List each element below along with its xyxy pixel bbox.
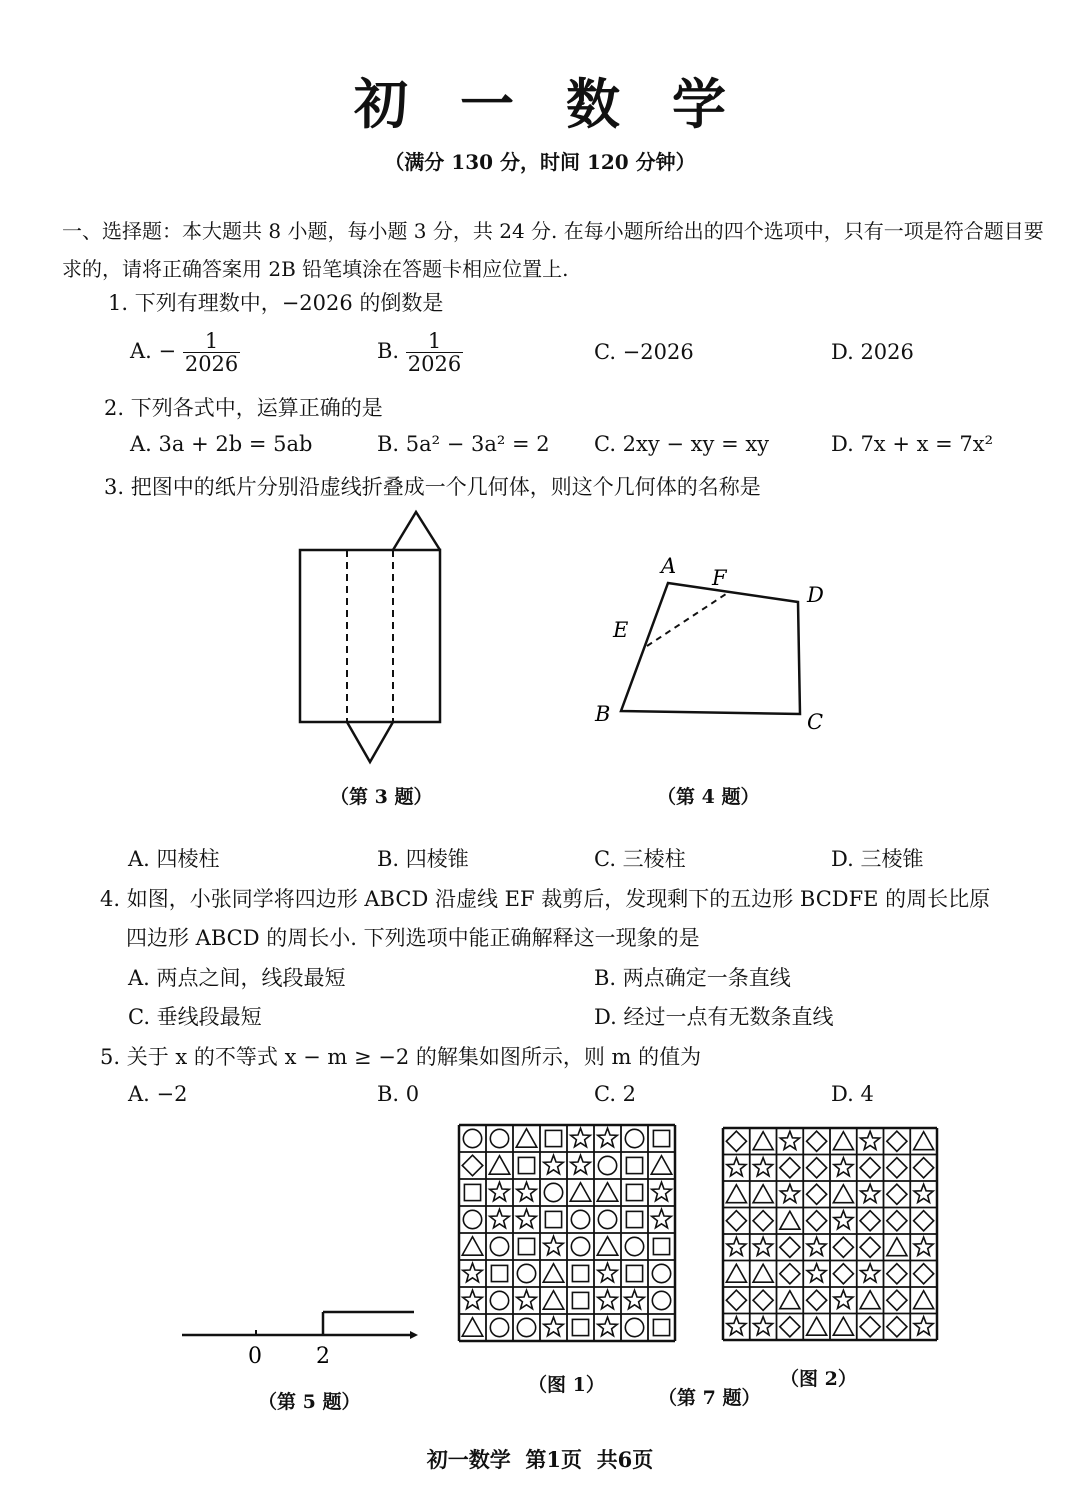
grid-symbol: [807, 1158, 827, 1178]
question-2-option-c: C. 2xy − xy = xy: [594, 432, 770, 456]
figure-5-caption: （第 5 题）: [258, 1391, 361, 1413]
grid-symbol: [726, 1131, 746, 1151]
grid-symbol: [462, 1237, 483, 1255]
grid-symbol: [914, 1237, 933, 1255]
grid-symbol: [834, 1290, 853, 1308]
grid-symbol: [833, 1264, 853, 1284]
grid-symbol: [544, 1155, 564, 1174]
label-d: D: [807, 583, 824, 607]
option-b-label: B.: [377, 339, 400, 363]
grid-symbol: [572, 1292, 588, 1308]
figure-7-1-caption: （图 1）: [528, 1374, 605, 1396]
cut-line-ef: [647, 592, 729, 646]
grid-symbol: [463, 1290, 483, 1309]
grid-symbol: [463, 1263, 483, 1282]
label-b: B: [595, 702, 611, 726]
grid-symbol: [861, 1131, 880, 1149]
grid-symbol: [625, 1237, 643, 1255]
grid-symbol: [489, 1156, 510, 1174]
grid-symbol: [490, 1129, 508, 1147]
grid-symbol: [860, 1158, 880, 1178]
grid-symbol: [571, 1155, 591, 1174]
grid-symbol: [653, 1130, 669, 1146]
grid-symbol: [571, 1237, 589, 1255]
grid-symbol: [834, 1211, 853, 1229]
question-1-option-a: [130, 330, 240, 375]
grid-symbol: [834, 1158, 853, 1176]
tick-label-2: 2: [316, 1344, 330, 1369]
bottom-triangle: [347, 722, 393, 762]
grid-symbol: [570, 1183, 591, 1201]
label-e: E: [613, 618, 629, 642]
option-a-denominator: 2026: [184, 352, 239, 376]
question-1-option-d: D. 2026: [831, 340, 914, 364]
question-4-option-d: D. 经过一点有无数条直线: [594, 1005, 834, 1029]
grid-symbol: [518, 1238, 534, 1254]
question-1-option-c: C. −2026: [594, 340, 694, 364]
question-3-stem: 3. 把图中的纸片分别沿虚线折叠成一个几何体，则这个几何体的名称是: [104, 475, 761, 499]
figure-3-caption: （第 3 题）: [330, 786, 433, 808]
grid-symbol: [545, 1130, 561, 1146]
grid-symbol: [754, 1317, 773, 1335]
grid-symbol: [833, 1132, 853, 1150]
net-rectangle: [300, 550, 440, 722]
grid-symbol: [780, 1237, 800, 1257]
grid-symbol: [887, 1131, 907, 1151]
grid-symbol: [807, 1184, 827, 1204]
grid-symbol: [625, 1318, 643, 1336]
question-5-option-c: C. 2: [594, 1082, 637, 1106]
number-line-arrow: [410, 1331, 418, 1339]
grid-symbol: [860, 1291, 880, 1309]
grid-symbol: [753, 1290, 773, 1310]
label-f: F: [712, 566, 727, 590]
grid-symbol: [626, 1211, 642, 1227]
grid-symbol: [571, 1210, 589, 1228]
grid-symbol: [914, 1291, 934, 1309]
grid-symbol: [887, 1211, 907, 1231]
grid-symbol: [652, 1264, 670, 1282]
label-c: C: [807, 710, 824, 734]
grid-symbol: [780, 1184, 799, 1202]
grid-symbol: [652, 1291, 670, 1309]
grid-symbol: [753, 1264, 773, 1282]
question-1-stem: 1. 下列有理数中，−2026 的倒数是: [108, 291, 444, 315]
grid-symbol: [833, 1237, 853, 1257]
option-a-label: A.: [130, 339, 152, 363]
grid-symbol: [597, 1183, 618, 1201]
grid-symbol: [572, 1265, 588, 1281]
grid-symbol: [543, 1291, 564, 1309]
grid-symbol: [726, 1290, 746, 1310]
figure-7-2-caption: （图 2）: [780, 1368, 857, 1390]
page-title: 初一数学: [354, 72, 778, 136]
grid-symbol: [780, 1264, 800, 1284]
option-a-sign: −: [158, 339, 177, 363]
grid-symbol: [780, 1158, 800, 1178]
grid-symbol: [727, 1317, 746, 1335]
grid-symbol: [572, 1319, 588, 1335]
grid-symbol: [887, 1264, 907, 1284]
grid-symbol: [462, 1318, 483, 1336]
top-triangle: [393, 512, 440, 550]
grid-symbol: [887, 1238, 907, 1256]
symbol-grid-1: [456, 1122, 678, 1344]
grid-symbol: [625, 1129, 643, 1147]
grid-symbol: [780, 1211, 800, 1229]
grid-symbol: [463, 1129, 481, 1147]
page-subtitle: （满分 130 分，时间 120 分钟）: [384, 150, 696, 174]
grid-symbol: [626, 1265, 642, 1281]
grid-symbol: [887, 1317, 907, 1337]
grid-symbol: [807, 1131, 827, 1151]
page-footer: 初一数学 第1页 共6页: [426, 1447, 654, 1472]
question-5-stem: 5. 关于 x 的不等式 x − m ≥ −2 的解集如图所示，则 m 的值为: [100, 1045, 702, 1069]
question-5-option-a: A. −2: [128, 1082, 188, 1106]
grid-symbol: [518, 1157, 534, 1173]
grid-symbol: [727, 1158, 746, 1176]
question-4-option-a: A. 两点之间，线段最短: [128, 966, 346, 990]
grid-symbol: [517, 1182, 537, 1201]
quadrilateral-abcd: [621, 583, 800, 714]
grid-symbol: [653, 1319, 669, 1335]
grid-symbol: [517, 1264, 535, 1282]
question-5-option-b: B. 0: [377, 1082, 420, 1106]
grid-symbol: [726, 1211, 746, 1231]
grid-symbol: [516, 1129, 537, 1147]
tick-label-0: 0: [248, 1344, 262, 1369]
grid-symbol: [861, 1264, 880, 1282]
question-4-stem-line2: 四边形 ABCD 的周长小. 下列选项中能正确解释这一现象的是: [126, 926, 700, 950]
question-4-option-b: B. 两点确定一条直线: [594, 966, 791, 990]
grid-symbol: [780, 1131, 799, 1149]
grid-symbol: [625, 1290, 645, 1309]
question-2-stem: 2. 下列各式中，运算正确的是: [104, 396, 383, 420]
grid-symbol: [753, 1132, 773, 1150]
grid-symbol: [914, 1132, 934, 1150]
quadrilateral-figure: [585, 548, 845, 748]
grid-symbol: [914, 1158, 934, 1178]
grid-symbol: [517, 1318, 535, 1336]
option-b-denominator: 2026: [407, 352, 462, 376]
grid-symbol: [860, 1211, 880, 1231]
grid-symbol: [598, 1128, 618, 1147]
grid-symbol: [754, 1158, 773, 1176]
grid-symbol: [490, 1291, 508, 1309]
option-a-numerator: 1: [183, 330, 240, 353]
grid-symbol: [490, 1318, 508, 1336]
question-2-option-d: D. 7x + x = 7x²: [831, 432, 994, 456]
grid-symbol: [753, 1185, 773, 1203]
grid-symbol: [833, 1185, 853, 1203]
question-4-option-c: C. 垂线段最短: [128, 1005, 262, 1029]
grid-symbol: [653, 1238, 669, 1254]
figure-7-caption: （第 7 题）: [658, 1387, 761, 1409]
grid-symbol: [727, 1237, 746, 1255]
grid-symbol: [517, 1209, 537, 1228]
question-3-option-d: D. 三棱锥: [831, 847, 924, 871]
grid-symbol: [807, 1290, 827, 1310]
grid-symbol: [598, 1156, 616, 1174]
number-line-figure: [178, 1300, 423, 1375]
grid-symbol: [887, 1184, 907, 1204]
grid-symbol: [887, 1158, 907, 1178]
question-4-stem-line1: 4. 如图，小张同学将四边形 ABCD 沿虚线 EF 裁剪后，发现剩下的五边形 BCDFE 的周长比原: [100, 887, 991, 911]
grid-symbol: [780, 1291, 800, 1309]
grid-symbol: [462, 1155, 483, 1176]
grid-symbol: [543, 1264, 564, 1282]
option-b-numerator: 1: [406, 330, 463, 353]
grid-symbol: [463, 1210, 481, 1228]
grid-symbol: [652, 1182, 672, 1201]
grid-symbol: [598, 1290, 618, 1309]
grid-symbol: [545, 1211, 561, 1227]
grid-symbol: [833, 1317, 853, 1335]
grid-symbol: [753, 1211, 773, 1231]
grid-symbol: [571, 1128, 591, 1147]
question-3-option-b: B. 四棱锥: [377, 847, 469, 871]
prism-net-figure: [290, 505, 450, 770]
grid-symbol: [726, 1185, 746, 1203]
grid-symbol: [464, 1184, 480, 1200]
grid-symbol: [914, 1317, 933, 1335]
grid-symbol: [490, 1182, 510, 1201]
grid-symbol: [626, 1157, 642, 1173]
question-3-option-c: C. 三棱柱: [594, 847, 686, 871]
grid-symbol: [726, 1264, 746, 1282]
grid-symbol: [598, 1317, 618, 1336]
grid-symbol: [861, 1184, 880, 1202]
question-2-option-b: B. 5a² − 3a² = 2: [377, 432, 550, 456]
figure-4-caption: （第 4 题）: [657, 786, 760, 808]
grid-symbol: [597, 1237, 618, 1255]
grid-symbol: [780, 1317, 800, 1337]
grid-symbol: [914, 1211, 934, 1231]
grid-symbol: [914, 1184, 933, 1202]
grid-symbol: [914, 1264, 934, 1284]
section-heading: 一、选择题：本大题共 8 小题，每小题 3 分，共 24 分. 在每小题所给出的四个选项中，只有一项是符合题目要求的，请将正确答案用 2B 铅笔填涂在答题卡相应位置上.: [62, 219, 1044, 281]
grid-symbol: [626, 1184, 642, 1200]
option-a-fraction: [183, 330, 240, 375]
grid-symbol: [598, 1263, 618, 1282]
option-b-fraction: [406, 330, 463, 375]
grid-symbol: [860, 1317, 880, 1337]
grid-symbol: [887, 1290, 907, 1310]
grid-symbol: [490, 1237, 508, 1255]
grid-symbol: [544, 1236, 564, 1255]
grid-symbol: [651, 1156, 672, 1174]
grid-symbol: [807, 1237, 826, 1255]
question-3-option-a: A. 四棱柱: [128, 847, 220, 871]
grid-symbol: [807, 1264, 826, 1282]
grid-symbol: [544, 1317, 564, 1336]
question-5-option-d: D. 4: [831, 1082, 874, 1106]
question-2-option-a: A. 3a + 2b = 5ab: [130, 432, 313, 456]
grid-symbol: [598, 1210, 616, 1228]
grid-symbol: [807, 1317, 827, 1335]
grid-symbol: [490, 1209, 510, 1228]
grid-symbol: [754, 1237, 773, 1255]
symbol-grid-2: [720, 1125, 940, 1343]
question-1-option-b: [377, 330, 463, 375]
grid-symbol: [517, 1290, 537, 1309]
grid-symbol: [652, 1209, 672, 1228]
label-a: A: [661, 554, 677, 578]
grid-symbol: [544, 1183, 562, 1201]
grid-symbol: [491, 1265, 507, 1281]
grid-symbol: [860, 1237, 880, 1257]
grid-symbol: [807, 1211, 827, 1231]
